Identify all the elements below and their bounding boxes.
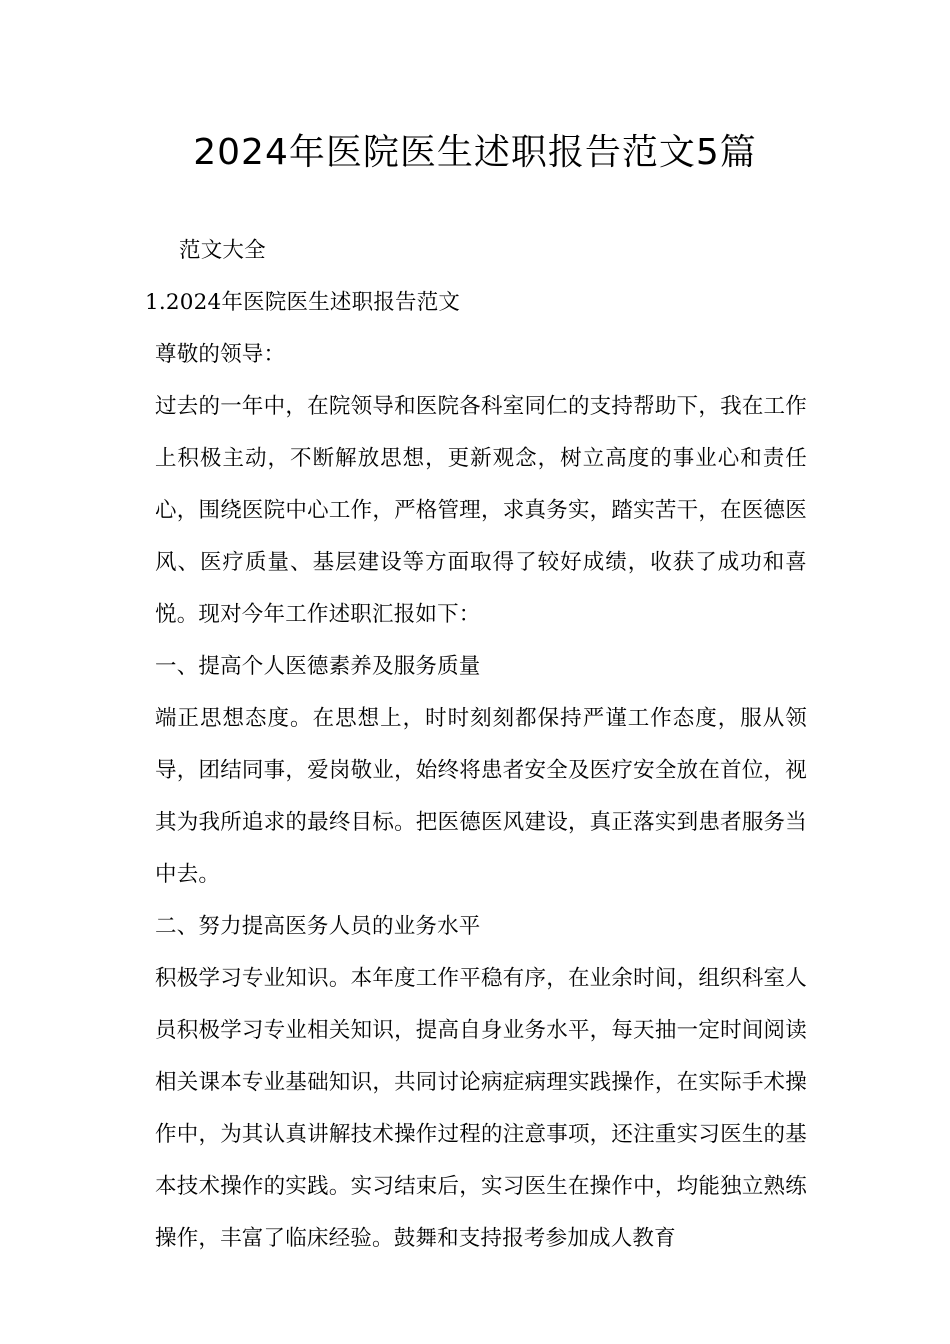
paragraph-2: 端正思想态度。在思想上，时时刻刻都保持严谨工作态度，服从领导，团结同事，爱岗敬业，始终将患者安全及医疗安全放在首位，视其为我所追求的最终目标。把医德医风建设，真正落实到患者服务当中去。 <box>155 706 807 887</box>
heading-1: 一、提高个人医德素养及服务质量 <box>155 654 481 679</box>
paragraph-3: 积极学习专业知识。本年度工作平稳有序，在业余时间，组织科室人员积极学习专业相关知识，提高自身业务水平，每天抽一定时间阅读相关课本专业基础知识，共同讨论病症病理实践操作，在实际手术操作中，为其认真讲解技术操作过程的注意事项，还注重实习医生的基本技术操作的实践。实习结束后，实习医生在操作中，均能独立熟练操作，丰富了临床经验。鼓舞和支持报考参加成人教育 <box>155 966 807 1251</box>
article-heading: 1.2024年医院医生述职报告范文 <box>145 290 461 315</box>
section-label: 范文大全 <box>179 238 266 263</box>
heading-2: 二、努力提高医务人员的业务水平 <box>155 914 481 939</box>
document-title: 2024年医院医生述职报告范文5篇 <box>193 132 757 173</box>
document-body <box>145 232 807 1272</box>
paragraph-1: 过去的一年中，在院领导和医院各科室同仁的支持帮助下，我在工作上积极主动，不断解放思想，更新观念，树立高度的事业心和责任心，围绕医院中心工作，严格管理，求真务实，踏实苦干，在医德医风、医疗质量、基层建设等方面取得了较好成绩，收获了成功和喜悦。现对今年工作述职汇报如下： <box>155 394 807 627</box>
salutation: 尊敬的领导： <box>155 342 286 367</box>
